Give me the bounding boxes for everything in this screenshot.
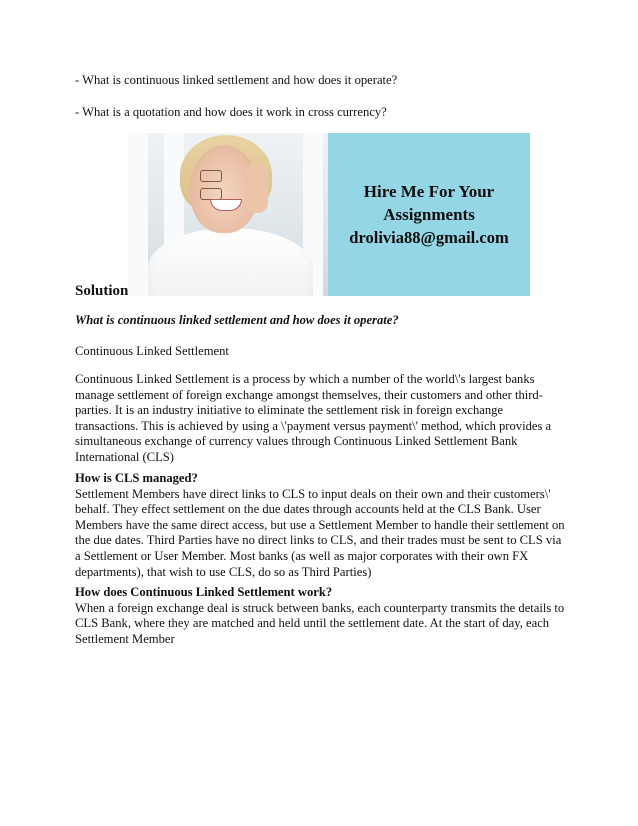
managed-body: Settlement Members have direct links to CLS to input deals on their own and their customers\' behalf. They effect settlement on the due dates through accounts held at the CLS Bank. User Members have the same direct access, but use a Settlement Member to handle their settlement on the due dates. Third Parties have no direct links to CLS, and their trades must be sent to CLS via a Settlement or User Member. Most banks (as well as major corporates with their own FX departments), that wish to use CLS, do so as Third Parties) bbox=[75, 486, 565, 579]
woman-photo-image bbox=[128, 133, 328, 296]
work-body: When a foreign exchange deal is struck between banks, each counterparty transmits the details to CLS Bank, where they are matched and held until the settlement date. At the start of day, each Settlement Member bbox=[75, 600, 565, 646]
question-2: - What is a quotation and how does it work in cross currency? bbox=[75, 105, 387, 119]
section-heading: What is continuous linked settlement and how does it operate? bbox=[75, 313, 399, 327]
work-heading: How does Continuous Linked Settlement work? bbox=[75, 585, 333, 599]
hire-me-banner bbox=[128, 133, 530, 296]
banner-line-2: Assignments bbox=[383, 205, 475, 224]
subtitle: Continuous Linked Settlement bbox=[75, 344, 229, 358]
banner-line-1: Hire Me For Your bbox=[363, 182, 495, 201]
solution-label: Solution bbox=[75, 283, 129, 299]
managed-section bbox=[75, 471, 565, 580]
question-1: - What is continuous linked settlement and how does it operate? bbox=[75, 73, 398, 87]
banner-ad-text bbox=[328, 133, 530, 296]
intro-paragraph: Continuous Linked Settlement is a process by which a number of the world\'s largest banks manage settlement of foreign exchange amongst themselves, their customers and other third-parties. It is an industry initiative to eliminate the settlement risk in foreign exchange transactions. This is achieved by using a \'payment versus payment\' method, which provides a simultaneous exchange of currency values through Continuous Linked Settlement Bank International (CLS) bbox=[75, 372, 552, 464]
banner-email: drolivia88@gmail.com bbox=[349, 228, 509, 247]
managed-heading: How is CLS managed? bbox=[75, 471, 198, 485]
work-section bbox=[75, 585, 565, 647]
